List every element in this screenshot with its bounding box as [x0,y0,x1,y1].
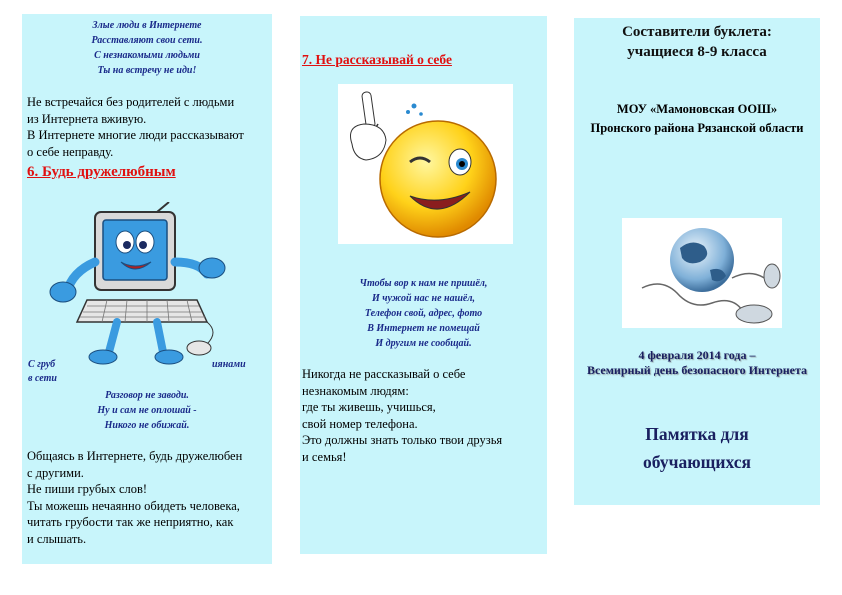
memo-title-line-2: обучающихся [643,452,751,472]
text-line: Ты можешь нечаянно обидеть человека, [27,498,240,513]
text-line: о себе неправду. [27,144,114,159]
winking-smiley-icon [338,84,513,244]
text-line: и семья! [302,449,347,464]
section-heading-privacy: 7. Не рассказывай о себе [302,52,452,67]
left-text-2 [27,448,272,547]
authors-title: Составители буклета: [622,24,772,40]
text-line: и слышать. [27,531,87,546]
smiley-image [338,84,513,244]
text-line: из Интернета вживую. [27,111,147,126]
middle-poem [300,276,547,351]
globe-image [622,218,782,328]
text-line: свой номер телефона. [302,416,418,431]
text-line: Никогда не рассказывай о себе [302,367,466,381]
authors-class: учащиеся 8-9 класса [627,44,767,60]
poem-fragment-left [28,358,88,386]
poem-line: Расставляют свои сети. [91,35,203,46]
text-line: Это должны знать только твои друзья [302,433,503,447]
poem-line: И чужой нас не нашёл, [372,293,475,304]
poem-line: И другим не сообщай. [375,338,472,349]
poem-line: С груб [28,359,56,370]
left-text [27,94,272,160]
computer-mascot-icon [47,202,227,367]
globe-mouse-icon [622,218,782,328]
memo-title-line-1: Памятка для [645,424,749,444]
text-line: с другими. [27,465,84,480]
text-line: незнакомым людям: [302,383,409,398]
poem-line: в сети [28,373,57,384]
poem-fragment-right: иянами [212,359,246,370]
panel-left [22,14,272,564]
school-name: МОУ «Мамоновская ООШ» [616,102,778,116]
text-line: Не пиши грубых слов! [27,482,148,496]
text-line: Общаясь в Интернете, будь дружелюбен [27,449,243,463]
safer-internet-day: Всемирный день безопасного Интернета [586,363,808,377]
panel-right [574,18,820,505]
section-heading-friendly: 6. Будь дружелюбным [27,164,176,180]
poem-line: Ты на встречу не иди! [97,65,197,76]
poem-line: Телефон свой, адрес, фото [364,308,483,319]
poem-line: Разговор не заводи. [105,390,189,401]
left-poem-2 [22,388,272,433]
left-poem [22,18,272,78]
poem-line: Ну и сам не оплошай - [97,405,197,416]
poem-line: С незнакомыми людьми [94,50,200,61]
poem-line: В Интернет не помещай [367,323,480,334]
middle-text [302,366,545,465]
school-district: Пронского района Рязанской области [590,121,804,135]
text-line: В Интернете многие люди рассказывают [27,128,244,142]
text-line: где ты живешь, учишься, [302,400,436,414]
text-line: читать грубости так же неприятно, как [27,515,234,529]
poem-line: Злые люди в Интернете [92,20,202,31]
panel-middle [300,16,547,554]
text-line: Не встречайся без родителей с людьми [27,95,235,109]
poem-line: Чтобы вор к нам не пришёл, [359,278,488,289]
poem-line: Никого не обижай. [104,420,190,431]
date-line: 4 февраля 2014 года – [638,348,756,362]
